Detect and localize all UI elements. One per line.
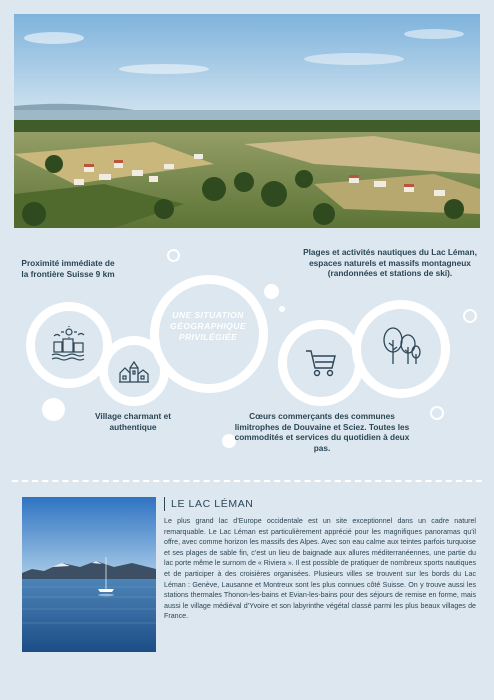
dashed-divider	[12, 480, 482, 482]
hero-photo	[14, 14, 480, 228]
decor-dot	[42, 398, 65, 421]
decor-dot	[264, 284, 279, 299]
features-section	[0, 230, 494, 470]
lake-section-title: LE LAC LÉMAN	[164, 497, 253, 511]
lake-photo	[22, 497, 156, 652]
shops-label: Cœurs commerçants des communes limitrophes de Douvaine et Sciez. Toutes les commodités et services du quotidien à deux pas.	[234, 411, 410, 453]
trees-icon	[381, 326, 421, 366]
village-icon	[117, 356, 151, 384]
decor-ring	[167, 249, 180, 262]
lake-city-icon	[50, 326, 88, 362]
lake-description: Le plus grand lac d’Europe occidentale est un site exceptionnel dans un cadre naturel remarquable. Le Lac Léman est particulièrement apprécié pour les magnifiques panoramas qu’il offre, avec comme horizon les massifs des Alpes. Avec son eau calme aux teintes parfois turquoise et ses plages de sable fin, c’est un lieu de baignade aux allures méditerranéennes, une partie du lac porte même le surnom de « Riviera ». Il est possible de pratiquer de nombreux sports nautiques et de participer à des croisières organisées. Plusieurs villes se trouvent sur les bords du Lac Léman : Genève, Lausanne et Montreux sont les plus connues côté Suisse. On y trouve aussi les stations thermales Thonon-les-bains et Evian-les-bains pour des séjours de remise en forme, mais aussi le village médiéval d’Yvoire et son labyrinthe végétal classé parmi les plus beaux villages de France.	[164, 517, 476, 621]
beaches-label: Plages et activités nautiques du Lac Léman, espaces naturels et massifs montagneux (randonnées et stations de ski).	[303, 247, 477, 278]
shopping-cart-icon	[305, 348, 337, 378]
frontier-label: Proximité immédiate de la frontière Suisse 9 km	[21, 258, 115, 279]
village-label: Village charmant et authentique	[95, 411, 171, 432]
decor-ring	[430, 406, 444, 420]
decor-ring	[463, 309, 477, 323]
feature-title: UNE SITUATION GÉOGRAPHIQUE PRIVILÉGIÉE	[170, 310, 246, 342]
decor-dot	[279, 306, 285, 312]
